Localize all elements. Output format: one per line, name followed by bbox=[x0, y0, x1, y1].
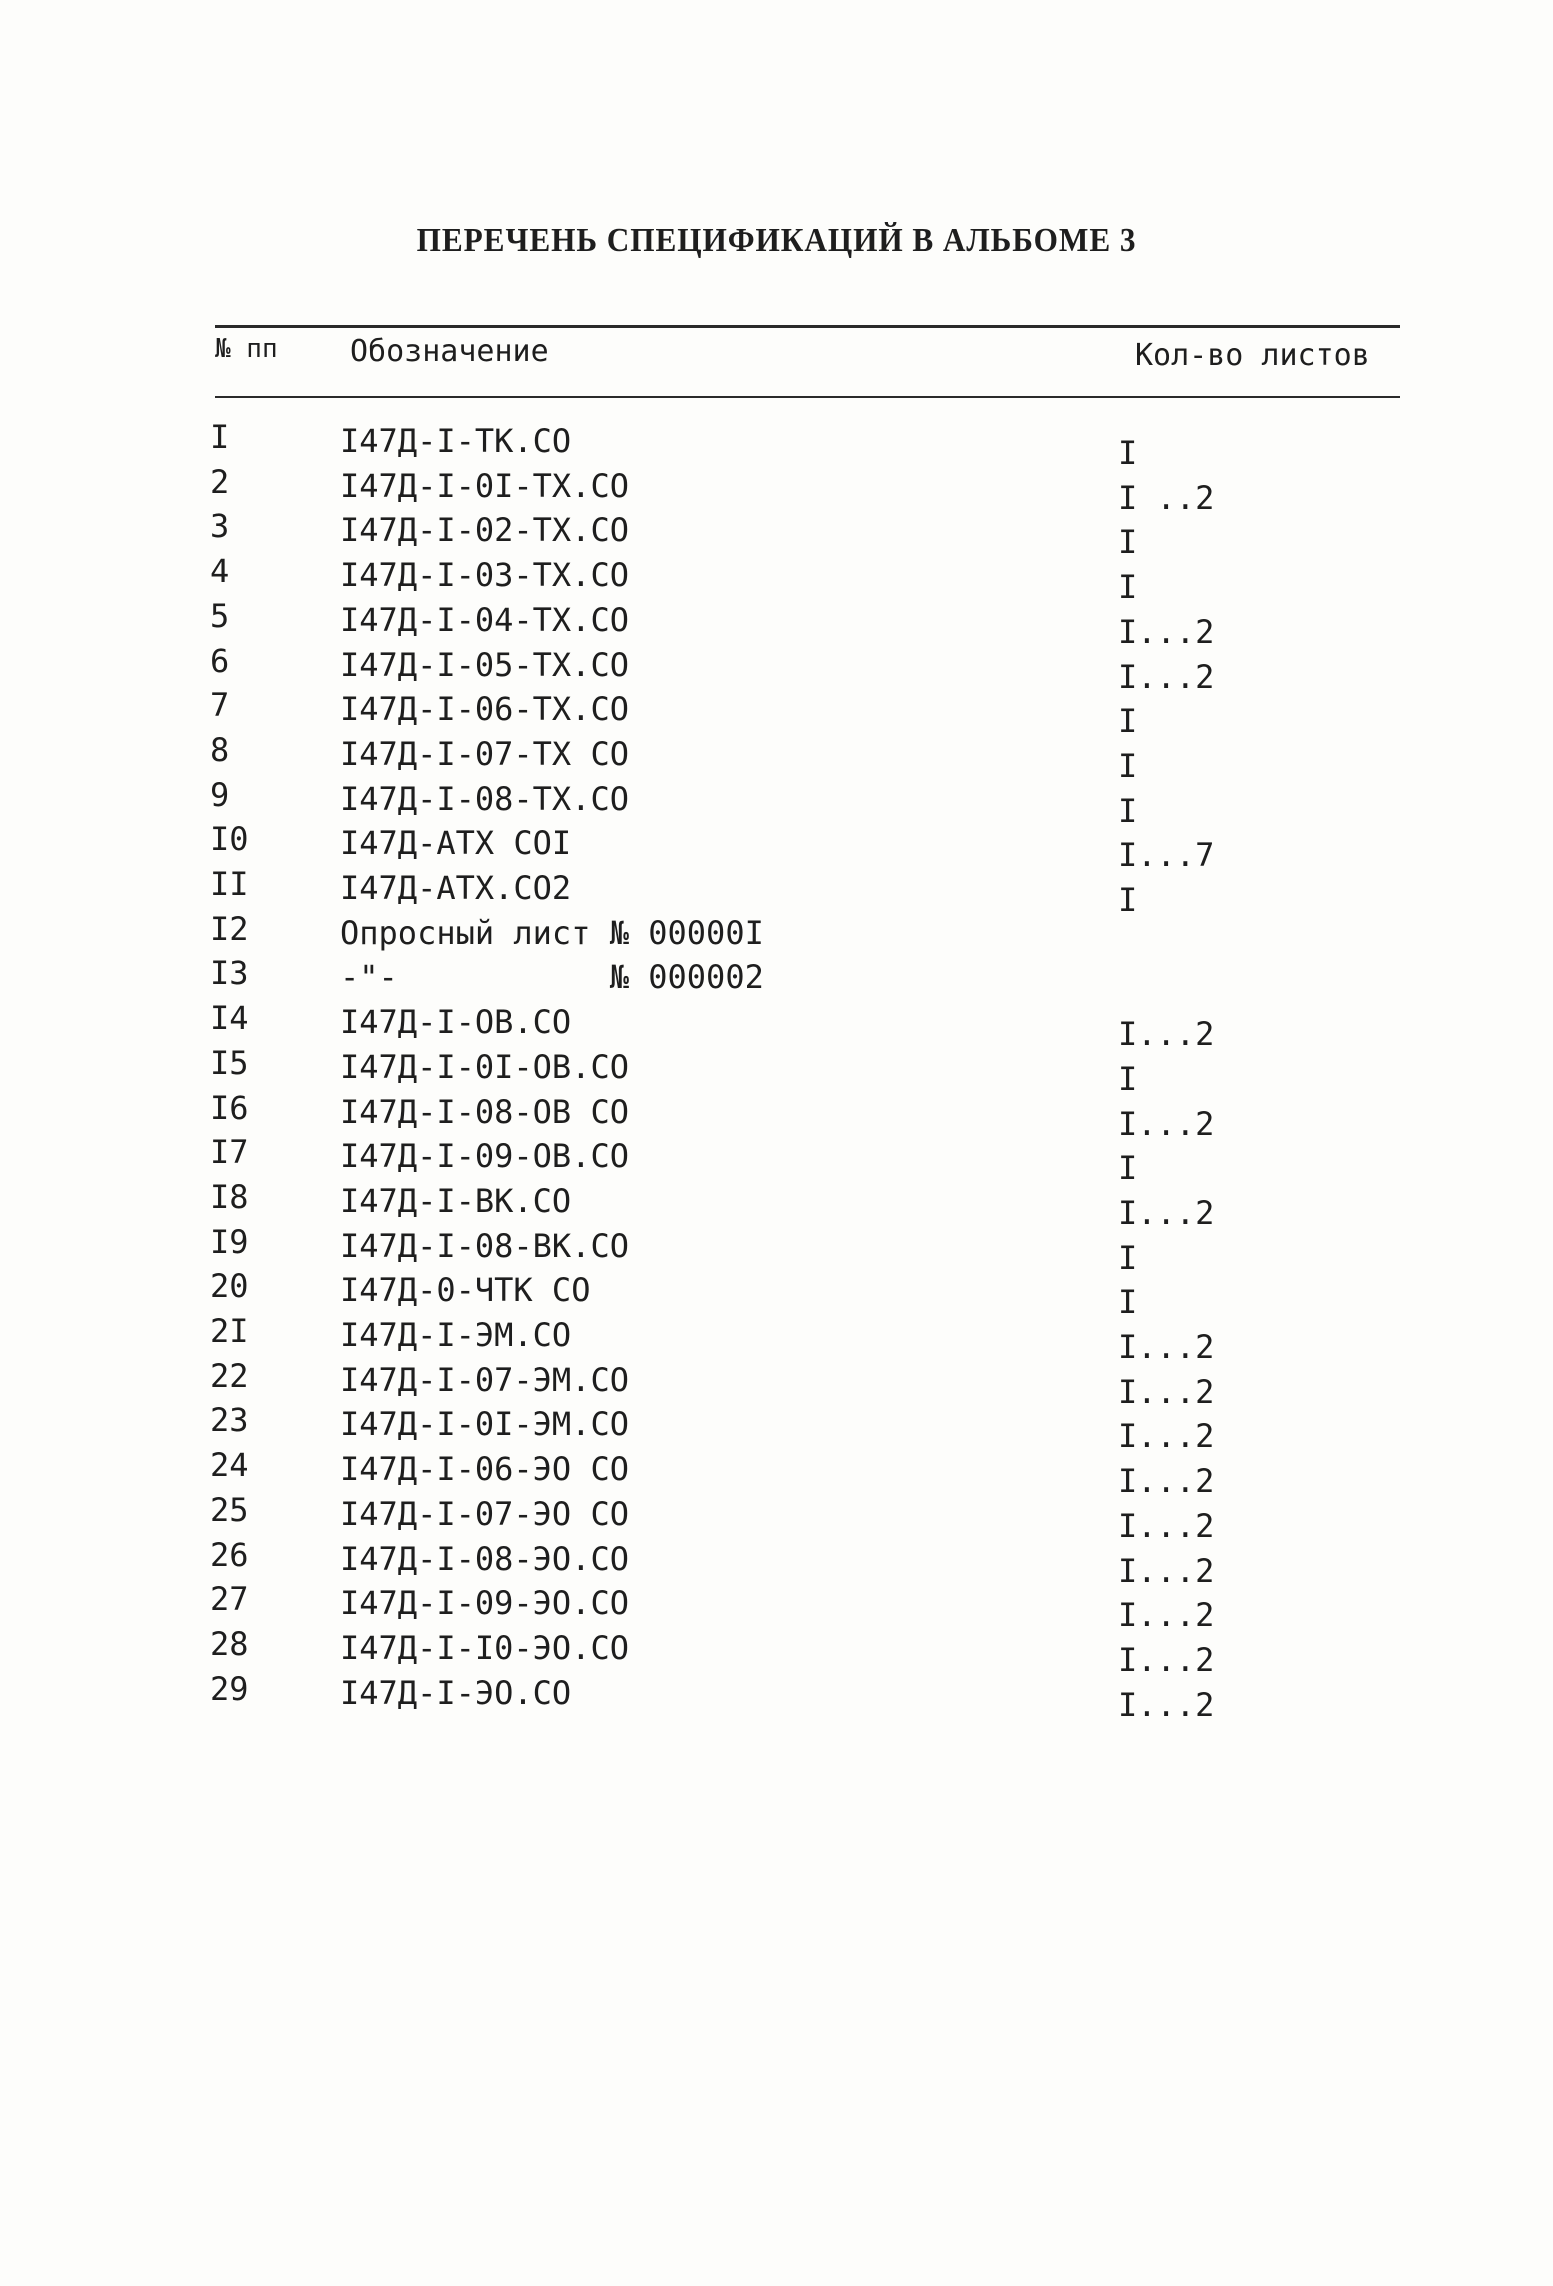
column-header-designation: Обозначение bbox=[350, 334, 549, 369]
table-row bbox=[0, 1088, 1553, 1143]
row-designation: I47Д-I-08-ВК.СО bbox=[340, 1226, 629, 1265]
row-sheet-count: I...2 bbox=[1118, 1372, 1215, 1411]
row-designation: I47Д-АТХ СОI bbox=[340, 824, 572, 863]
row-sheet-count: I...2 bbox=[1118, 1462, 1215, 1501]
row-sheet-count: I...2 bbox=[1118, 612, 1215, 651]
row-sheet-count: I bbox=[1118, 791, 1138, 830]
row-sheet-count: I bbox=[1118, 881, 1138, 919]
row-designation: I47Д-I-07-ЭМ.СО bbox=[340, 1360, 629, 1399]
row-designation: I47Д-I-ЭМ.СО bbox=[340, 1316, 572, 1354]
row-designation: I47Д-I-06-ТХ.СО bbox=[340, 690, 629, 729]
row-designation: I47Д-I-07-ЭО СО bbox=[340, 1494, 629, 1533]
table-row bbox=[0, 462, 1553, 517]
row-number: 27 bbox=[210, 1580, 249, 1619]
table-row bbox=[0, 1490, 1553, 1545]
table-row bbox=[0, 775, 1553, 830]
table-row bbox=[0, 418, 1553, 472]
table-row bbox=[0, 954, 1553, 998]
table-row bbox=[0, 1133, 1553, 1188]
row-sheet-count: I...7 bbox=[1118, 836, 1215, 875]
row-designation: I47Д-0-ЧТК СО bbox=[340, 1271, 591, 1310]
row-designation: I47Д-I-ТК.СО bbox=[340, 422, 572, 460]
row-designation: I47Д-I-ОВ.СО bbox=[340, 1003, 572, 1042]
row-number: 25 bbox=[210, 1490, 249, 1529]
row-designation: I47Д-I-0I-ОВ.СО bbox=[340, 1047, 629, 1086]
row-sheet-count: I...2 bbox=[1118, 657, 1215, 696]
row-number: 24 bbox=[210, 1446, 249, 1485]
row-number: I bbox=[210, 418, 230, 456]
page-title: ПЕРЕЧЕНЬ СПЕЦИФИКАЦИЙ В АЛЬБОМЕ 3 bbox=[416, 222, 1137, 259]
row-sheet-count: I...2 bbox=[1118, 1328, 1215, 1366]
row-designation: -"- № 000002 bbox=[340, 958, 764, 997]
row-number: 9 bbox=[210, 775, 230, 814]
row-number: 22 bbox=[210, 1356, 249, 1395]
row-sheet-count: I bbox=[1118, 746, 1138, 785]
row-number: 8 bbox=[210, 730, 230, 769]
row-sheet-count: I...2 bbox=[1118, 1685, 1215, 1724]
row-number: 7 bbox=[210, 686, 230, 725]
row-number: 2 bbox=[210, 462, 230, 501]
table-row bbox=[0, 1624, 1553, 1679]
table-row bbox=[0, 1446, 1553, 1501]
row-sheet-count: I bbox=[1118, 702, 1138, 741]
row-designation: I47Д-I-09-ЭО.СО bbox=[340, 1584, 629, 1623]
row-number: 6 bbox=[210, 641, 230, 680]
table-row bbox=[0, 910, 1553, 954]
table-row bbox=[0, 596, 1553, 651]
row-sheet-count: I...2 bbox=[1118, 1551, 1215, 1590]
row-designation: Опросный лист № 00000I bbox=[340, 913, 764, 952]
table-row bbox=[0, 552, 1553, 607]
row-sheet-count: I bbox=[1118, 434, 1138, 472]
row-designation: I47Д-I-ВК.СО bbox=[340, 1181, 572, 1220]
row-designation: I47Д-I-05-ТХ.СО bbox=[340, 645, 629, 684]
row-designation: I47Д-I-08-ОВ СО bbox=[340, 1092, 629, 1131]
table-row bbox=[0, 641, 1553, 696]
row-number: 3 bbox=[210, 507, 230, 546]
row-sheet-count: I...2 bbox=[1118, 1417, 1215, 1456]
row-number: I3 bbox=[210, 954, 249, 993]
table-row bbox=[0, 1401, 1553, 1456]
table-row bbox=[0, 1535, 1553, 1590]
row-number: II bbox=[210, 865, 249, 903]
row-number: I5 bbox=[210, 1043, 249, 1082]
row-number: 26 bbox=[210, 1535, 249, 1574]
table-row bbox=[0, 999, 1553, 1054]
table-row bbox=[0, 1267, 1553, 1322]
row-sheet-count: I...2 bbox=[1118, 1640, 1215, 1679]
column-header-number: № пп bbox=[215, 334, 278, 364]
row-designation: I47Д-I-02-ТХ.СО bbox=[340, 511, 629, 550]
row-sheet-count: I...2 bbox=[1118, 1015, 1215, 1054]
row-number: I7 bbox=[210, 1133, 249, 1172]
table-row bbox=[0, 1312, 1553, 1366]
row-number: 29 bbox=[210, 1669, 249, 1708]
row-sheet-count: I bbox=[1118, 1283, 1138, 1322]
row-designation: I47Д-I-0I-ЭМ.СО bbox=[340, 1405, 629, 1444]
table-row bbox=[0, 730, 1553, 785]
row-sheet-count: I ..2 bbox=[1118, 478, 1215, 517]
row-number: 2I bbox=[210, 1312, 249, 1350]
row-designation: I47Д-I-0I-ТХ.СО bbox=[340, 466, 629, 505]
table-row bbox=[0, 820, 1553, 875]
row-designation: I47Д-I-07-ТХ СО bbox=[340, 734, 629, 773]
row-designation: I47Д-I-03-ТХ.СО bbox=[340, 556, 629, 595]
row-designation: I47Д-I-I0-ЭО.СО bbox=[340, 1628, 629, 1667]
row-sheet-count: I...2 bbox=[1118, 1104, 1215, 1143]
row-number: 5 bbox=[210, 596, 230, 635]
row-number: I2 bbox=[210, 909, 249, 948]
row-sheet-count: I...2 bbox=[1118, 1596, 1215, 1635]
row-designation: I47Д-I-04-ТХ.СО bbox=[340, 600, 629, 639]
table-row bbox=[0, 1356, 1553, 1411]
row-sheet-count: I bbox=[1118, 1149, 1138, 1188]
row-designation: I47Д-I-08-ЭО.СО bbox=[340, 1539, 629, 1578]
row-sheet-count: I bbox=[1118, 568, 1138, 607]
row-number: 20 bbox=[210, 1267, 249, 1306]
row-designation: I47Д-I-09-ОВ.СО bbox=[340, 1137, 629, 1176]
row-number: 4 bbox=[210, 552, 230, 591]
table-row bbox=[0, 1580, 1553, 1635]
table-row bbox=[0, 686, 1553, 741]
row-number: I9 bbox=[210, 1222, 249, 1261]
column-header-sheets: Кол-во листов bbox=[1135, 338, 1370, 373]
row-sheet-count: I bbox=[1118, 1238, 1138, 1277]
row-sheet-count: I...2 bbox=[1118, 1193, 1215, 1232]
table-row bbox=[0, 865, 1553, 919]
row-number: I8 bbox=[210, 1177, 249, 1216]
row-number: I4 bbox=[210, 999, 249, 1038]
table-row bbox=[0, 1043, 1553, 1098]
table-row bbox=[0, 1669, 1553, 1724]
row-sheet-count: I...2 bbox=[1118, 1506, 1215, 1545]
row-designation: I47Д-АТХ.СО2 bbox=[340, 869, 572, 907]
row-number: I0 bbox=[210, 820, 249, 859]
row-number: 28 bbox=[210, 1624, 249, 1663]
row-number: 23 bbox=[210, 1401, 249, 1440]
row-designation: I47Д-I-06-ЭО СО bbox=[340, 1450, 629, 1489]
table-row bbox=[0, 507, 1553, 562]
table-row bbox=[0, 1177, 1553, 1232]
row-number: I6 bbox=[210, 1088, 249, 1127]
row-designation: I47Д-I-ЭО.СО bbox=[340, 1673, 572, 1712]
row-sheet-count: I bbox=[1118, 1059, 1138, 1098]
row-sheet-count: I bbox=[1118, 523, 1138, 562]
row-designation: I47Д-I-08-ТХ.СО bbox=[340, 779, 629, 818]
table-row bbox=[0, 1222, 1553, 1277]
